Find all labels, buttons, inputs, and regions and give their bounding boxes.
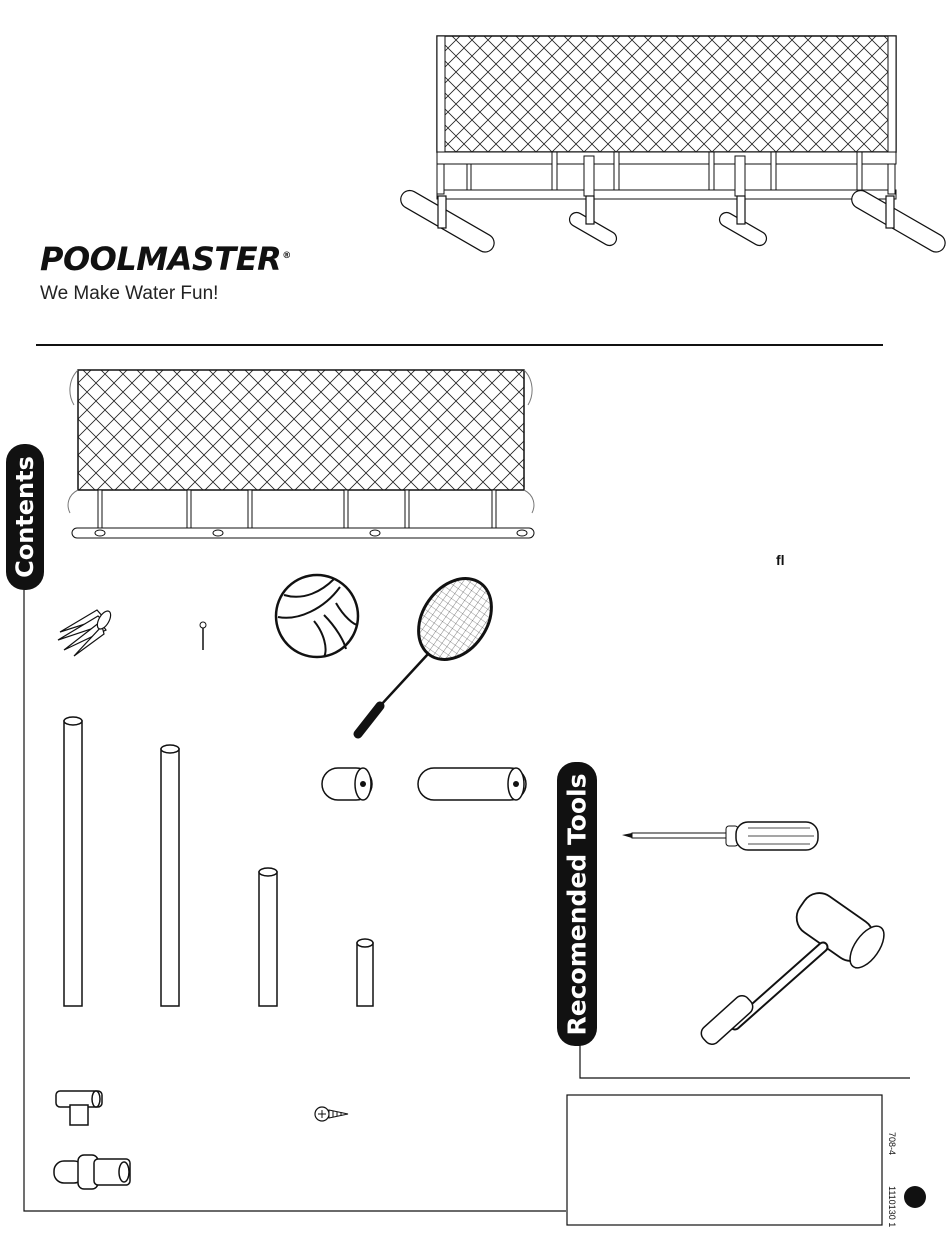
volleyball-icon <box>274 573 360 659</box>
screw-icon <box>314 1104 354 1124</box>
contents-title: Contents <box>11 456 39 578</box>
shuttlecock-icon <box>52 602 112 662</box>
part-code: 1110130 1 <box>887 1186 897 1228</box>
pin-icon <box>198 620 210 652</box>
tools-tab <box>557 762 597 1046</box>
tools-title: Recomended Tools <box>562 773 592 1035</box>
screwdriver-icon <box>618 816 828 856</box>
mallet-icon <box>695 885 895 1065</box>
brand-tagline: We Make Water Fun! <box>40 283 219 304</box>
page-marker-dot <box>904 1186 926 1208</box>
stray-glyph: ﬂ <box>776 552 785 568</box>
model-code: 708-4 <box>887 1132 897 1156</box>
brand-name: POOLMASTER <box>40 240 282 278</box>
registered-mark: ® <box>282 251 291 262</box>
end-cap-icon <box>50 1153 140 1193</box>
net-component-illustration <box>60 365 540 545</box>
contents-tab <box>6 444 44 590</box>
foam-floats-illustration <box>318 764 538 804</box>
tee-connector-icon <box>52 1085 112 1130</box>
poles-illustration <box>55 715 395 1015</box>
